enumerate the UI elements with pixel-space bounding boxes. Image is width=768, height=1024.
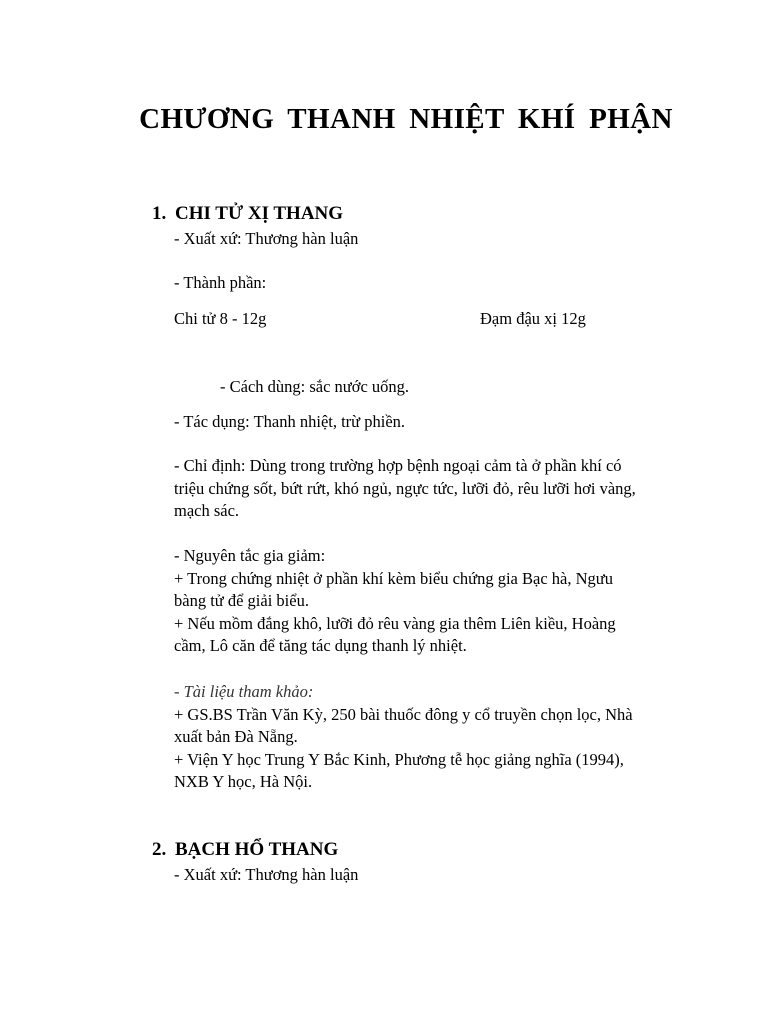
- section-2-number: 2.: [152, 839, 167, 860]
- section-1-name: CHI TỬ XỊ THANG: [175, 203, 344, 224]
- modification-line: + Trong chứng nhiệt ở phần khí kèm biểu chứng gia Bạc hà, Ngưu: [174, 568, 613, 588]
- section-1-usage: - Cách dùng: sắc nước uống.: [220, 377, 410, 396]
- reference-line: NXB Y học, Hà Nội.: [174, 772, 313, 791]
- modification-line: + Nếu mồm đắng khô, lưỡi đỏ rêu vàng gia thêm Liên kiều, Hoàng: [174, 613, 616, 633]
- section-1-ingredient-1: Chi tử 8 - 12g: [174, 309, 267, 328]
- section-1-ingredient-2: Đạm đậu xị 12g: [480, 309, 586, 328]
- section-1-origin: - Xuất xứ: Thương hàn luận: [174, 229, 359, 248]
- reference-line: xuất bản Đà Nẵng.: [174, 727, 298, 746]
- section-1-indication: [174, 455, 704, 523]
- section-1-effect: - Tác dụng: Thanh nhiệt, trừ phiền.: [174, 412, 406, 431]
- section-1-heading: [152, 203, 343, 225]
- reference-line: + GS.BS Trần Văn Kỳ, 250 bài thuốc đông y cổ truyền chọn lọc, Nhà: [174, 704, 633, 724]
- references-label: - Tài liệu tham khảo:: [174, 682, 314, 701]
- section-1-number: 1.: [152, 203, 167, 224]
- section-2-heading: [152, 839, 338, 861]
- modification-line: bàng tử để giải biểu.: [174, 591, 309, 610]
- section-2-name: BẠCH HỔ THANG: [175, 839, 339, 860]
- modification-line: cầm, Lô căn để tăng tác dụng thanh lý nhiệt.: [174, 636, 467, 655]
- section-1-references: [174, 681, 704, 794]
- section-1-composition-label: - Thành phần:: [174, 273, 267, 292]
- modification-line: - Nguyên tắc gia giảm:: [174, 546, 326, 565]
- page-title: CHƯƠNG THANH NHIỆT KHÍ PHẬN: [139, 103, 673, 135]
- reference-line: + Viện Y học Trung Y Bắc Kinh, Phương tễ học giảng nghĩa (1994),: [174, 749, 624, 769]
- indication-line: - Chỉ định: Dùng trong trường hợp bệnh ngoại cảm tà ở phần khí có: [174, 456, 622, 475]
- section-2-origin: - Xuất xứ: Thương hàn luận: [174, 865, 359, 884]
- section-1-modification: [174, 545, 704, 658]
- indication-line: mạch sác.: [174, 501, 240, 520]
- indication-line: triệu chứng sốt, bứt rứt, khó ngủ, ngực tức, lưỡi đỏ, rêu lưỡi hơi vàng,: [174, 478, 636, 498]
